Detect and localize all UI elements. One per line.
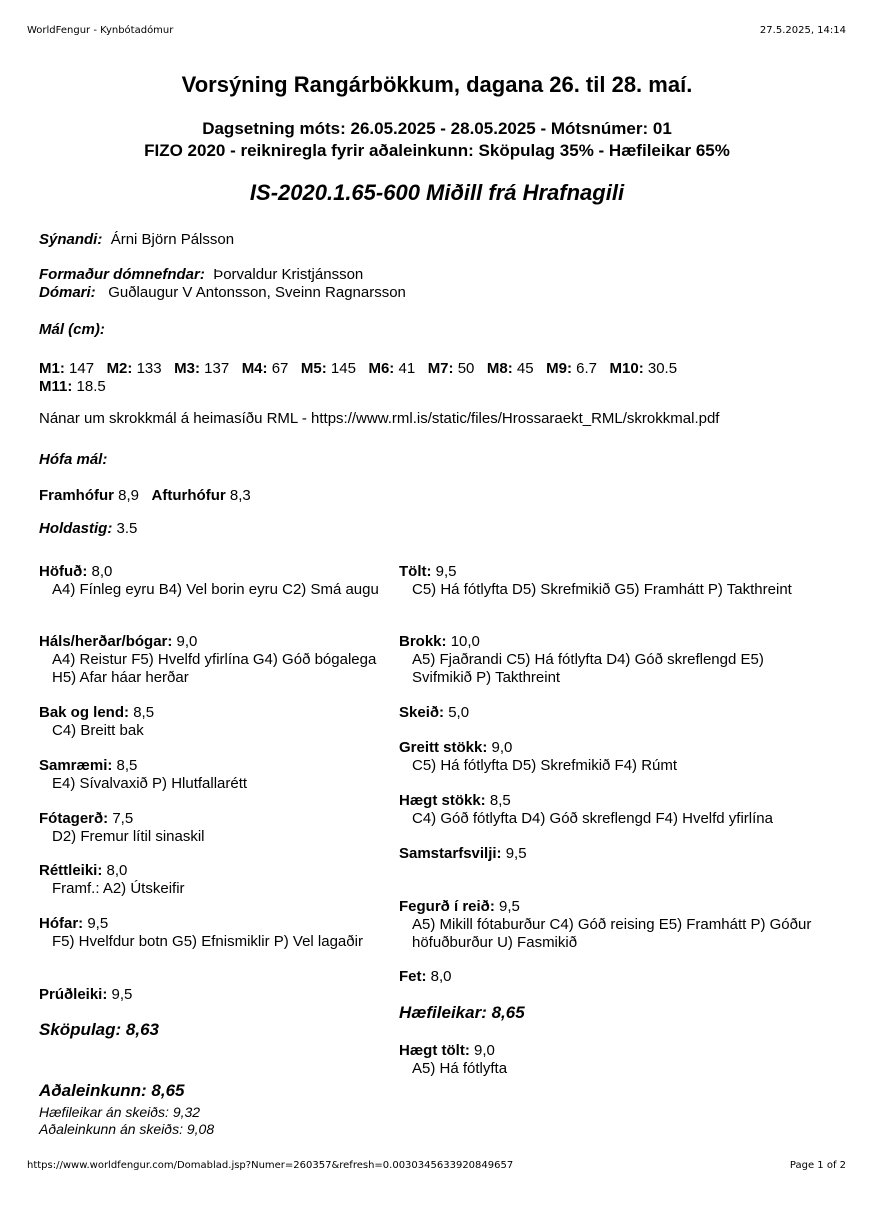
measurement: M3: 137 [174,360,230,377]
measurement: M11: 18.5 [39,378,106,395]
print-header-datetime: 27.5.2025, 14:14 [759,25,846,36]
hoof-measures [39,487,251,505]
conformation-item: Samræmi: 8,5 E4) Sívalvaxið P) Hlutfallarétt [39,757,248,792]
ability-item: Fegurð í reið: 9,5 A5) Mikill fótaburður C4) Góð reising E5) Framhátt P) Góður höfuðburður U) Fasmikið [399,898,812,951]
total-score: Aðaleinkunn: 8,65 [39,1081,185,1100]
measurement: M5: 145 [300,360,356,377]
ability-item: Greitt stökk: 9,0 C5) Há fótlyfta D5) Skrefmikið F4) Rúmt [399,739,678,774]
print-header-title: WorldFengur - Kynbótadómur [27,25,174,36]
conformation-item: Réttleiki: 8,0 Framf.: A2) Útskeifir [39,862,185,897]
measurements-list [39,360,739,396]
horse-name: IS-2020.1.65-600 Miðill frá Hrafnagili [249,180,625,205]
slow-tolt-item: Hægt tölt: 9,0 A5) Há fótlyfta [399,1042,508,1077]
head-judge-value: Þorvaldur Kristjánsson [213,266,364,283]
measurement: M6: 41 [368,360,416,377]
hind-hoof-label: Afturhófur [151,487,226,504]
conformation-item: Fótagerð: 7,5 D2) Fremur lítil sinaskil [39,810,205,845]
conformation-item: Prúðleiki: 9,5 [39,986,133,1003]
measurement: M7: 50 [427,360,475,377]
judges-label: Dómari: [39,284,96,301]
print-footer-url: https://www.worldfengur.com/Domablad.jsp?Numer=260357&refresh=0.0030345633920849657 [27,1160,514,1171]
conformation-item: Höfuð: 8,0 A4) Fínleg eyru B4) Vel borin eyru C2) Smá augu [39,563,379,598]
measurement: M8: 45 [486,360,534,377]
rider-label: Sýnandi: [39,231,103,248]
print-footer-page: Page 1 of 2 [789,1160,846,1171]
ability-item: Skeið: 5,0 [399,704,470,721]
measurements-heading: Mál (cm): [39,321,105,338]
ability-item: Fet: 8,0 [399,968,452,985]
condition-value: 3.5 [116,520,138,537]
ability-without-pace: Hæfileikar án skeiðs: 9,32 [39,1104,201,1120]
measurement: M4: 67 [241,360,289,377]
rider-line [39,231,234,249]
conformation-total: Sköpulag: 8,63 [39,1020,159,1039]
measurement: M9: 6.7 [546,360,597,377]
ability-item: Tölt: 9,5 C5) Há fótlyfta D5) Skrefmikið G5) Framhátt P) Takthreint [399,563,792,598]
measurement: M2: 133 [106,360,162,377]
conformation-item: Hófar: 9,5 F5) Hvelfdur botn G5) Efnismiklir P) Vel lagaðir [39,915,363,950]
judges-block [39,266,406,302]
hoof-heading: Hófa mál: [39,451,108,468]
conformation-item: Bak og lend: 8,5 C4) Breitt bak [39,704,155,739]
measurement: M1: 147 [39,360,95,377]
condition-line [39,520,137,538]
hind-hoof-value: 8,3 [229,487,251,504]
judges-value: Guðlaugur V Antonsson, Sveinn Ragnarsson [108,284,406,301]
measurement: M10: 30.5 [609,360,678,377]
ability-item: Brokk: 10,0 A5) Fjaðrandi C5) Há fótlyfta D4) Góð skreflengd E5) Svifmikið P) Takthreint [399,633,764,686]
measurements-info: Nánar um skrokkmál á heimasíðu RML - https://www.rml.is/static/files/Hrossaraekt_RML/skrokkmal.pdf [39,410,720,427]
event-dates: Dagsetning móts: 26.05.2025 - 28.05.2025 - Mótsnúmer: 01 [202,119,672,138]
conformation-item: Háls/herðar/bógar: 9,0 A4) Reistur F5) Hvelfd yfirlína G4) Góð bógalega H5) Afar háar herðar [39,633,377,686]
ability-item: Samstarfsvilji: 9,5 [399,845,527,862]
front-hoof-value: 8,9 [118,487,140,504]
head-judge-label: Formaður dómnefndar: [39,266,205,283]
ability-item: Hægt stökk: 8,5 C4) Góð fótlyfta D4) Góð skreflengd F4) Hvelfd yfirlína [399,792,773,827]
rider-value: Árni Björn Pálsson [110,231,235,248]
ability-total: Hæfileikar: 8,65 [399,1003,525,1022]
front-hoof-label: Framhófur [39,487,114,504]
total-without-pace: Aðaleinkunn án skeiðs: 9,08 [39,1121,215,1137]
page-title: Vorsýning Rangárbökkum, dagana 26. til 28. maí. [181,72,693,97]
condition-label: Holdastig: [39,520,113,537]
scoring-rule: FIZO 2020 - reikniregla fyrir aðaleinkunn: Sköpulag 35% - Hæfileikar 65% [144,141,730,160]
